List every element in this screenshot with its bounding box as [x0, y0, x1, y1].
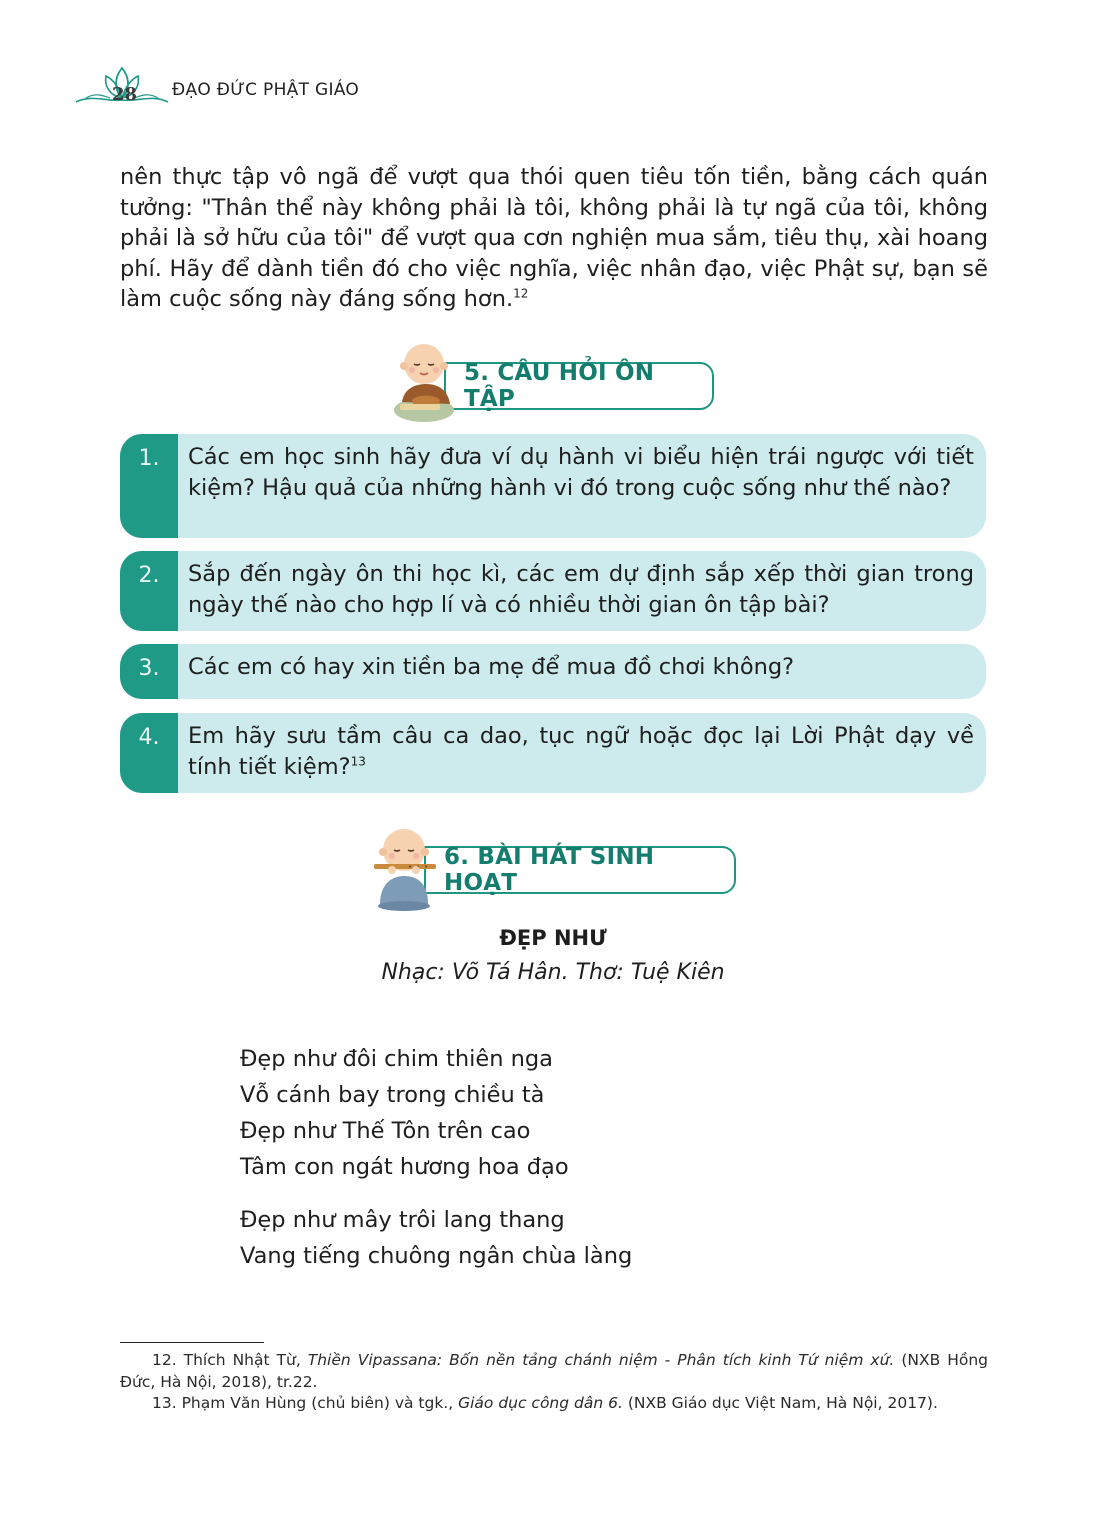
section-5-heading — [390, 340, 720, 420]
question-text: Các em có hay xin tiền ba mẹ để mua đồ chơi không? — [188, 654, 795, 680]
verse-line: Vỗ cánh bay trong chiều tà — [240, 1082, 545, 1108]
footnote-ref-12: 12 — [513, 286, 529, 301]
question-text: Em hãy sưu tầm câu ca dao, tục ngữ hoặc đọc lại Lời Phật dạy về tính tiết kiệm?$^{13}$ — [188, 723, 974, 780]
question-number: 3. — [120, 644, 178, 699]
question-number: 4. — [120, 713, 178, 793]
verse-line: Đẹp như Thế Tôn trên cao — [240, 1118, 531, 1144]
song-verse-2 — [240, 1202, 632, 1274]
monk-flute-icon — [370, 820, 442, 912]
intro-paragraph — [120, 162, 988, 315]
section-5-title: 5. CÂU HỎI ÔN TẬP — [444, 362, 714, 410]
song-credit: Nhạc: Võ Tá Hân. Thơ: Tuệ Kiên — [381, 960, 725, 985]
book-title: ĐẠO ĐỨC PHẬT GIÁO — [172, 80, 360, 100]
section-6-heading — [370, 820, 740, 900]
question-card-1 — [120, 434, 986, 538]
question-number: 2. — [120, 551, 178, 631]
page-number: 28 — [112, 84, 138, 105]
section-6-title: 6. BÀI HÁT SINH HOẠT — [424, 846, 736, 894]
song-verse-1 — [240, 1041, 569, 1185]
verse-line: Vang tiếng chuông ngân chùa làng — [240, 1243, 633, 1269]
verse-line: Đẹp như đôi chim thiên nga — [240, 1046, 553, 1072]
verse-line: Tâm con ngát hương hoa đạo — [240, 1154, 569, 1180]
question-text: Sắp đến ngày ôn thi học kì, các em dự định sắp xếp thời gian trong ngày thế nào cho hợp lí và có nhiều thời gian ôn tập bài? — [188, 561, 974, 618]
footnote-divider — [120, 1342, 264, 1343]
intro-text: nên thực tập vô ngã để vượt qua thói quen tiêu tốn tiền, bằng cách quán tưởng: "Thân thể này không phải là tôi, không phải là tự ngã của tôi, không phải là sở hữu của tôi" để vượt qua cơn nghiện mua sắm, tiêu thụ, xài hoang phí. Hãy để dành tiền đó cho việc nghĩa, việc nhân đạo, việc Phật sự, bạn sẽ làm cuộc sống này đáng sống hơn. — [120, 164, 988, 312]
question-card-4 — [120, 713, 986, 793]
question-card-3 — [120, 644, 986, 699]
question-text: Các em học sinh hãy đưa ví dụ hành vi biểu hiện trái ngược với tiết kiệm? Hậu quả của những hành vi đó trong cuộc sống như thế nào? — [188, 444, 974, 501]
footnote-13: 13. Phạm Văn Hùng (chủ biên) và tgk., Giáo dục công dân 6. (NXB Giáo dục Việt Nam, Hà Nội, 2017). — [152, 1394, 938, 1412]
footnotes — [120, 1350, 988, 1415]
song-title: ĐẸP NHƯ — [499, 926, 607, 950]
page-header — [72, 62, 392, 112]
question-number: 1. — [120, 434, 178, 538]
footnote-12: 12. Thích Nhật Từ, Thiền Vipassana: Bốn nền tảng chánh niệm - Phân tích kinh Tứ niệm xứ. (NXB Hồng Đức, Hà Nội, 2018), tr.22. — [120, 1351, 989, 1391]
footnote-ref-13: 13 — [350, 754, 366, 768]
question-card-2 — [120, 551, 986, 631]
monk-writing-icon — [390, 340, 462, 424]
verse-line: Đẹp như mây trôi lang thang — [240, 1207, 565, 1233]
